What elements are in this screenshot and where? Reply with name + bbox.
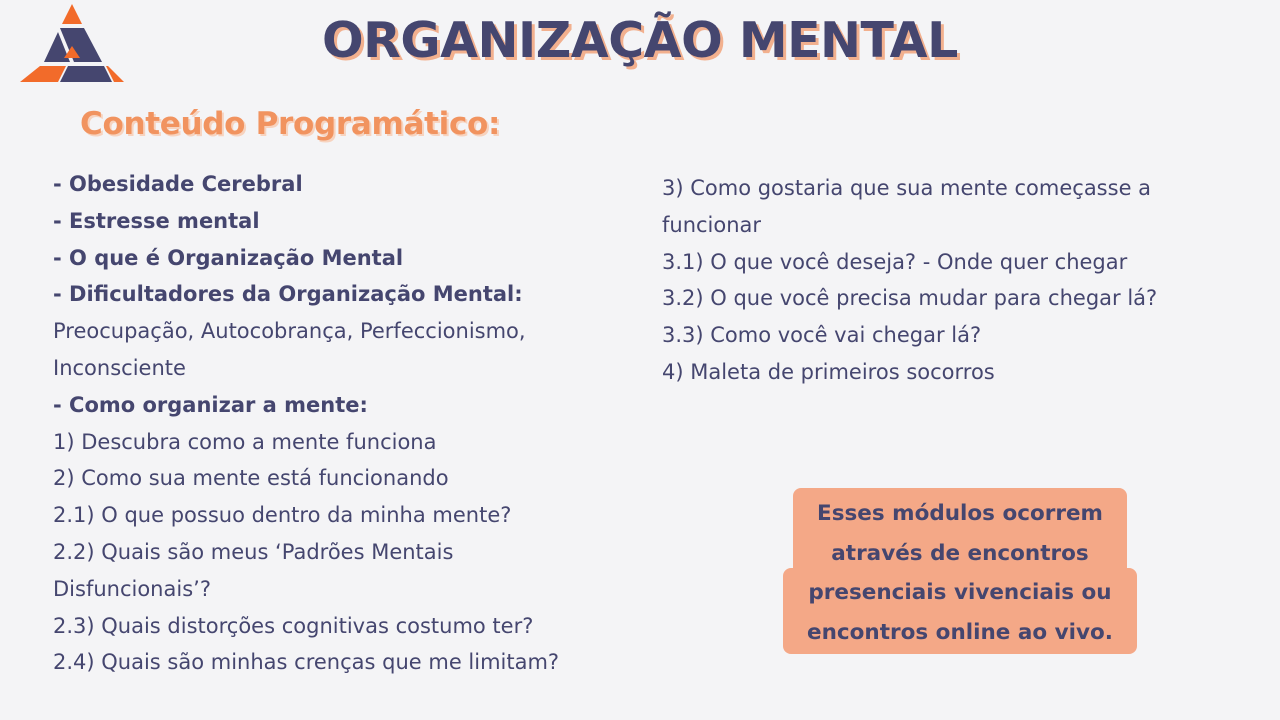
list-item: 3.1) O que você deseja? - Onde quer chegar <box>662 249 1128 274</box>
list-item: 2) Como sua mente está funcionando <box>53 466 449 491</box>
list-item: 2.1) O que possuo dentro da minha mente? <box>53 503 512 528</box>
list-item: - O que é Organização Mental <box>53 245 404 270</box>
list-item: 2.3) Quais distorções cognitivas costumo ter? <box>53 613 534 638</box>
list-item: funcionar <box>662 212 762 237</box>
list-item: 2.4) Quais são minhas crenças que me limitam? <box>53 650 560 675</box>
triangle-logo-icon <box>18 2 126 86</box>
callout-line: encontros online ao vivo. <box>807 619 1113 645</box>
section-subtitle: Conteúdo Programático: <box>80 106 501 142</box>
callout-text <box>783 494 1137 652</box>
list-item: Preocupação, Autocobrança, Perfeccionismo, <box>53 319 526 344</box>
list-item: 3) Como gostaria que sua mente começasse a <box>662 176 1152 200</box>
list-item: Inconsciente <box>53 355 186 380</box>
page-title: ORGANIZAÇÃO MENTAL <box>322 12 958 69</box>
list-item: 3.2) O que você precisa mudar para chegar lá? <box>662 286 1158 311</box>
list-item: 1) Descubra como a mente funciona <box>53 429 437 454</box>
list-item: Disfuncionais’? <box>53 576 211 601</box>
list-item: 3.3) Como você vai chegar lá? <box>662 323 982 348</box>
list-item: 2.2) Quais são meus ‘Padrões Mentais <box>53 539 454 564</box>
list-item: - Como organizar a mente: <box>53 392 368 417</box>
list-item: - Estresse mental <box>53 208 260 233</box>
list-item: - Dificultadores da Organização Mental: <box>53 282 523 307</box>
callout-line: presenciais vivenciais ou <box>808 580 1112 605</box>
callout-line: através de encontros <box>831 540 1089 566</box>
info-callout <box>783 488 1137 654</box>
right-topic-list <box>662 170 1157 391</box>
list-item: 4) Maleta de primeiros socorros <box>662 359 995 384</box>
left-topic-list <box>53 166 559 681</box>
list-item: - Obesidade Cerebral <box>53 172 303 196</box>
callout-line: Esses módulos ocorrem <box>817 501 1103 526</box>
